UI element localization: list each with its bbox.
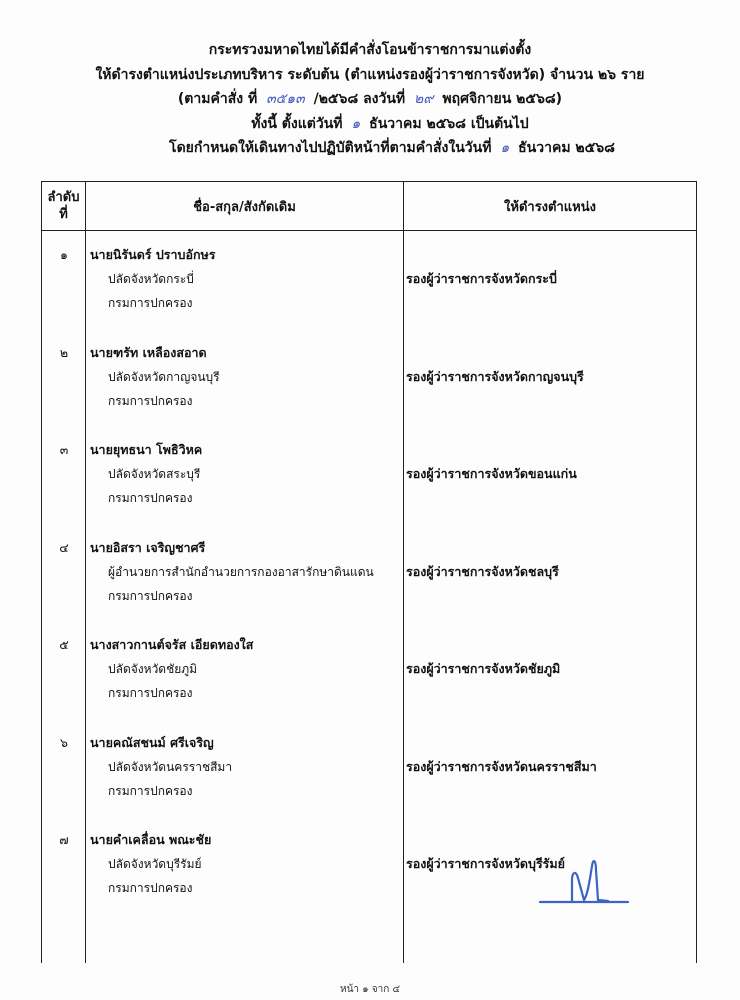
order-date-suffix: พฤศจิกายน ๒๕๖๘) xyxy=(442,91,563,107)
order-prefix: (ตามคำสั่ง ที่ xyxy=(177,91,258,107)
list-item xyxy=(90,633,253,705)
former-position: ปลัดจังหวัดกาญจนบุรี xyxy=(108,369,220,384)
former-position: ปลัดจังหวัดกระบี่ xyxy=(108,272,194,286)
new-position: รองผู้ว่าราชการจังหวัดนครราชสีมา xyxy=(406,758,597,774)
report-suffix: ธันวาคม ๒๕๖๘ xyxy=(518,140,615,156)
person-name: นายยุทธนา โพธิวิหค xyxy=(90,442,203,457)
new-position: รองผู้ว่าราชการจังหวัดกระบี่ xyxy=(406,271,557,286)
list-item xyxy=(90,341,220,413)
person-name: นายนิรันดร์ ปราบอักษร xyxy=(90,247,216,262)
effective-suffix: ธันวาคม ๒๕๖๘ เป็นต้นไป xyxy=(369,115,529,132)
new-position: รองผู้ว่าราชการจังหวัดชลบุรี xyxy=(406,563,559,579)
row-number: ๑ xyxy=(60,247,68,262)
row-number: ๗ xyxy=(59,832,69,847)
order-date-mid: /๒๕๖๘ ลงวันที่ xyxy=(313,91,406,107)
former-position: ปลัดจังหวัดนครราชสีมา xyxy=(108,759,233,774)
document-header xyxy=(0,38,740,161)
list-item xyxy=(90,438,202,510)
row-number: ๖ xyxy=(60,734,68,750)
order-day-handwritten: ๒๙ xyxy=(414,91,434,107)
former-position: ปลัดจังหวัดสระบุรี xyxy=(108,467,201,481)
former-department: กรมการปกครอง xyxy=(108,393,193,408)
effective-day-handwritten: ๑ xyxy=(351,115,361,132)
person-name: นายฑรัท เหลืองสอาด xyxy=(90,344,207,360)
former-department: กรมการปกครอง xyxy=(108,588,193,603)
header-line-3 xyxy=(0,87,740,112)
new-position: รองผู้ว่าราชการจังหวัดขอนแก่น xyxy=(406,466,577,481)
report-day-handwritten: ๑ xyxy=(500,140,510,156)
former-position: ปลัดจังหวัดชัยภูมิ xyxy=(108,662,198,676)
former-position: ปลัดจังหวัดบุรีรัมย์ xyxy=(108,857,202,871)
person-name: นายอิสรา เจริญชาศรี xyxy=(90,539,206,555)
list-item xyxy=(90,731,232,803)
new-position: รองผู้ว่าราชการจังหวัดชัยภูมิ xyxy=(406,661,561,676)
column-header-position: ให้ดำรงตำแหน่ง xyxy=(404,182,697,231)
new-position: รองผู้ว่าราชการจังหวัดบุรีรัมย์ xyxy=(406,856,565,871)
person-name: นายคณัสชนม์ ศรีเจริญ xyxy=(90,734,214,750)
column-header-name: ชื่อ-สกุล/สังกัดเดิม xyxy=(86,182,404,231)
table-header-row xyxy=(42,182,697,231)
order-number-handwritten: ๓๕๑๓ xyxy=(266,91,305,107)
column-no-cells xyxy=(42,231,86,964)
list-item xyxy=(90,536,374,608)
list-item xyxy=(90,828,211,900)
list-item xyxy=(90,243,216,315)
row-number: ๔ xyxy=(59,539,69,555)
header-line-2: ให้ดำรงตำแหน่งประเภทบริหาร ระดับต้น (ตำแหน่งรองผู้ว่าราชการจังหวัด) จำนวน ๒๖ ราย xyxy=(95,66,645,83)
row-number: ๒ xyxy=(59,344,69,360)
header-line-4 xyxy=(20,112,740,137)
former-department: กรมการปกครอง xyxy=(108,881,193,895)
row-number: ๕ xyxy=(59,637,69,652)
header-line-5 xyxy=(22,136,740,161)
new-position: รองผู้ว่าราชการจังหวัดกาญจนบุรี xyxy=(406,368,584,384)
former-department: กรมการปกครอง xyxy=(108,783,193,798)
report-prefix: โดยกำหนดให้เดินทางไปปฏิบัติหน้าที่ตามคำสั่งในวันที่ xyxy=(169,140,492,156)
column-name-cells xyxy=(86,231,404,964)
column-header-no-line1: ลำดับ xyxy=(47,190,80,205)
column-header-no-line2: ที่ xyxy=(59,207,68,222)
column-header-no xyxy=(42,182,86,231)
effective-prefix: ทั้งนี้ ตั้งแต่วันที่ xyxy=(251,115,343,132)
former-position: ผู้อำนวยการสำนักอำนวยการกองอาสารักษาดินแดน xyxy=(108,564,374,579)
header-line-1: กระทรวงมหาดไทยได้มีคำสั่งโอนข้าราชการมาแต่งตั้ง xyxy=(208,42,532,58)
row-number: ๓ xyxy=(59,442,69,457)
page-number: หน้า ๑ จาก ๔ xyxy=(339,984,401,995)
former-department: กรมการปกครอง xyxy=(108,686,193,700)
appointment-table xyxy=(41,181,697,963)
signature-mark xyxy=(538,848,630,908)
person-name: นายคำเคลื่อน พณะชัย xyxy=(90,832,212,847)
person-name: นางสาวกานต์จรัส เอียดทองใส xyxy=(90,637,254,652)
former-department: กรมการปกครอง xyxy=(108,491,193,505)
former-department: กรมการปกครอง xyxy=(108,296,193,310)
